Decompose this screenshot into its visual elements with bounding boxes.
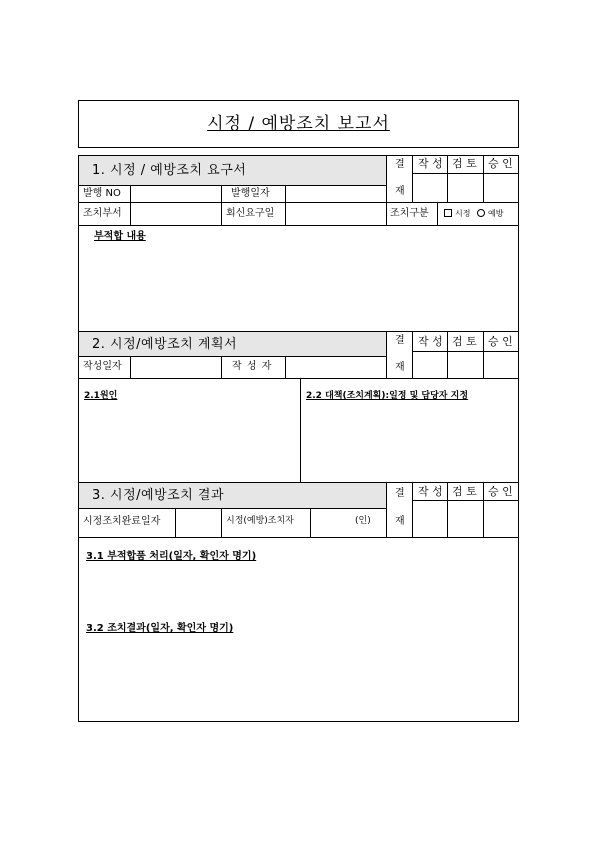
- writer-value[interactable]: [290, 362, 380, 372]
- dept-label: 조치부서: [83, 208, 122, 219]
- s1-approval-h: [412, 173, 519, 174]
- s1-approval-left: [386, 155, 387, 202]
- s3-approval-h: [412, 500, 519, 501]
- issue-no-value[interactable]: [134, 189, 214, 199]
- option-corrective: 시정: [455, 209, 471, 218]
- s2-writer-label: 작 성: [418, 335, 443, 348]
- s3-row-line-2: [78, 537, 519, 538]
- s3-col-3: [310, 508, 311, 537]
- s3-jae: 재: [395, 516, 405, 527]
- section1-heading: 1. 시정 / 예방조치 요구서: [92, 163, 247, 178]
- s1-row-line-2: [78, 202, 519, 203]
- s1-writer-label: 작 성: [418, 157, 443, 170]
- s1-col-3: [285, 185, 286, 225]
- radio-preventive[interactable]: [477, 209, 485, 217]
- s2-approval-h: [412, 351, 519, 352]
- s1-jae: 재: [395, 186, 405, 197]
- plan-label: 2.2 대책(조치계획):일정 및 담당자 지정: [306, 391, 469, 401]
- s2-col-1: [130, 356, 131, 378]
- s2-approval-v3: [483, 331, 484, 378]
- s3-approval-left: [386, 482, 387, 537]
- s2-approval-v2: [447, 331, 448, 378]
- s1-gyeol: 결: [395, 159, 405, 170]
- s2-approval-left: [386, 331, 387, 378]
- s3-writer-label: 작 성: [418, 485, 443, 498]
- result-label: 3.2 조치결과(일자, 확인자 명기): [86, 623, 234, 634]
- s3-review-label: 검 토: [452, 485, 477, 498]
- s2-approval-v1: [412, 331, 413, 378]
- s3-gyeol: 결: [395, 488, 405, 499]
- s3-col-1: [175, 508, 176, 537]
- complete-date-value[interactable]: [178, 517, 218, 527]
- s1-row-line-3: [78, 225, 519, 226]
- result-content[interactable]: [80, 638, 517, 720]
- s2-col-2: [221, 356, 222, 378]
- issue-date-label: 발행일자: [231, 188, 270, 199]
- issue-no-label: 발행 NO: [83, 188, 121, 199]
- s2-jae: 재: [395, 362, 405, 373]
- reply-date-value[interactable]: [290, 209, 380, 219]
- s2-row-line-2: [78, 378, 519, 379]
- s3-approval-v1: [412, 482, 413, 537]
- s3-approval-v3: [483, 482, 484, 537]
- s1-approval-v3: [483, 155, 484, 202]
- s1-approval-v2: [447, 155, 448, 202]
- section3-heading: 3. 시정/예방조치 결과: [92, 488, 225, 503]
- s2-approve-label: 승 인: [488, 335, 513, 348]
- option-preventive: 예방: [488, 209, 504, 218]
- s3-approval-v2: [447, 482, 448, 537]
- reply-date-label: 회신요구일: [226, 208, 275, 219]
- complete-date-label: 시정조치완료일자: [83, 516, 161, 527]
- plan-content[interactable]: [302, 405, 517, 481]
- write-date-label: 작성일자: [83, 361, 122, 372]
- s1-review-label: 검 토: [452, 157, 477, 170]
- s1-col-5: [437, 202, 438, 225]
- nonconformity-content[interactable]: [80, 246, 517, 330]
- s3-row-line-1: [78, 508, 386, 509]
- s2-mid-divider: [300, 378, 301, 483]
- s1-approval-v1: [412, 155, 413, 202]
- write-date-value[interactable]: [134, 362, 214, 372]
- s3-col-2: [221, 508, 222, 537]
- handling-label: 3.1 부적합품 처리(일자, 확인자 명기): [86, 551, 257, 562]
- document-title: 시정 / 예방조치 보고서: [207, 114, 390, 134]
- s1-approve-label: 승 인: [488, 157, 513, 170]
- actor-label: 시정(예방)조치자: [226, 516, 294, 526]
- seal-mark: (인): [355, 516, 371, 526]
- s2-col-3: [285, 356, 286, 378]
- checkbox-corrective[interactable]: [444, 209, 452, 217]
- type-label: 조치구분: [390, 208, 429, 219]
- s3-approve-label: 승 인: [488, 485, 513, 498]
- issue-date-value[interactable]: [290, 189, 380, 199]
- s2-row-line-1: [78, 356, 386, 357]
- s1-col-4: [386, 202, 387, 225]
- type-options: [444, 209, 503, 218]
- nonconformity-label: 부적합 내용: [94, 231, 146, 242]
- section2-heading: 2. 시정/예방조치 계획서: [92, 337, 238, 352]
- handling-content[interactable]: [80, 566, 517, 620]
- dept-value[interactable]: [134, 209, 214, 219]
- cause-label: 2.1원인: [84, 391, 118, 401]
- cause-content[interactable]: [80, 405, 298, 481]
- s1-col-1: [130, 185, 131, 225]
- writer-label: 작 성 자: [232, 361, 273, 372]
- s1-row-line-1: [78, 185, 386, 186]
- s2-review-label: 검 토: [452, 335, 477, 348]
- s1-col-2: [221, 185, 222, 225]
- s2-gyeol: 결: [395, 335, 405, 346]
